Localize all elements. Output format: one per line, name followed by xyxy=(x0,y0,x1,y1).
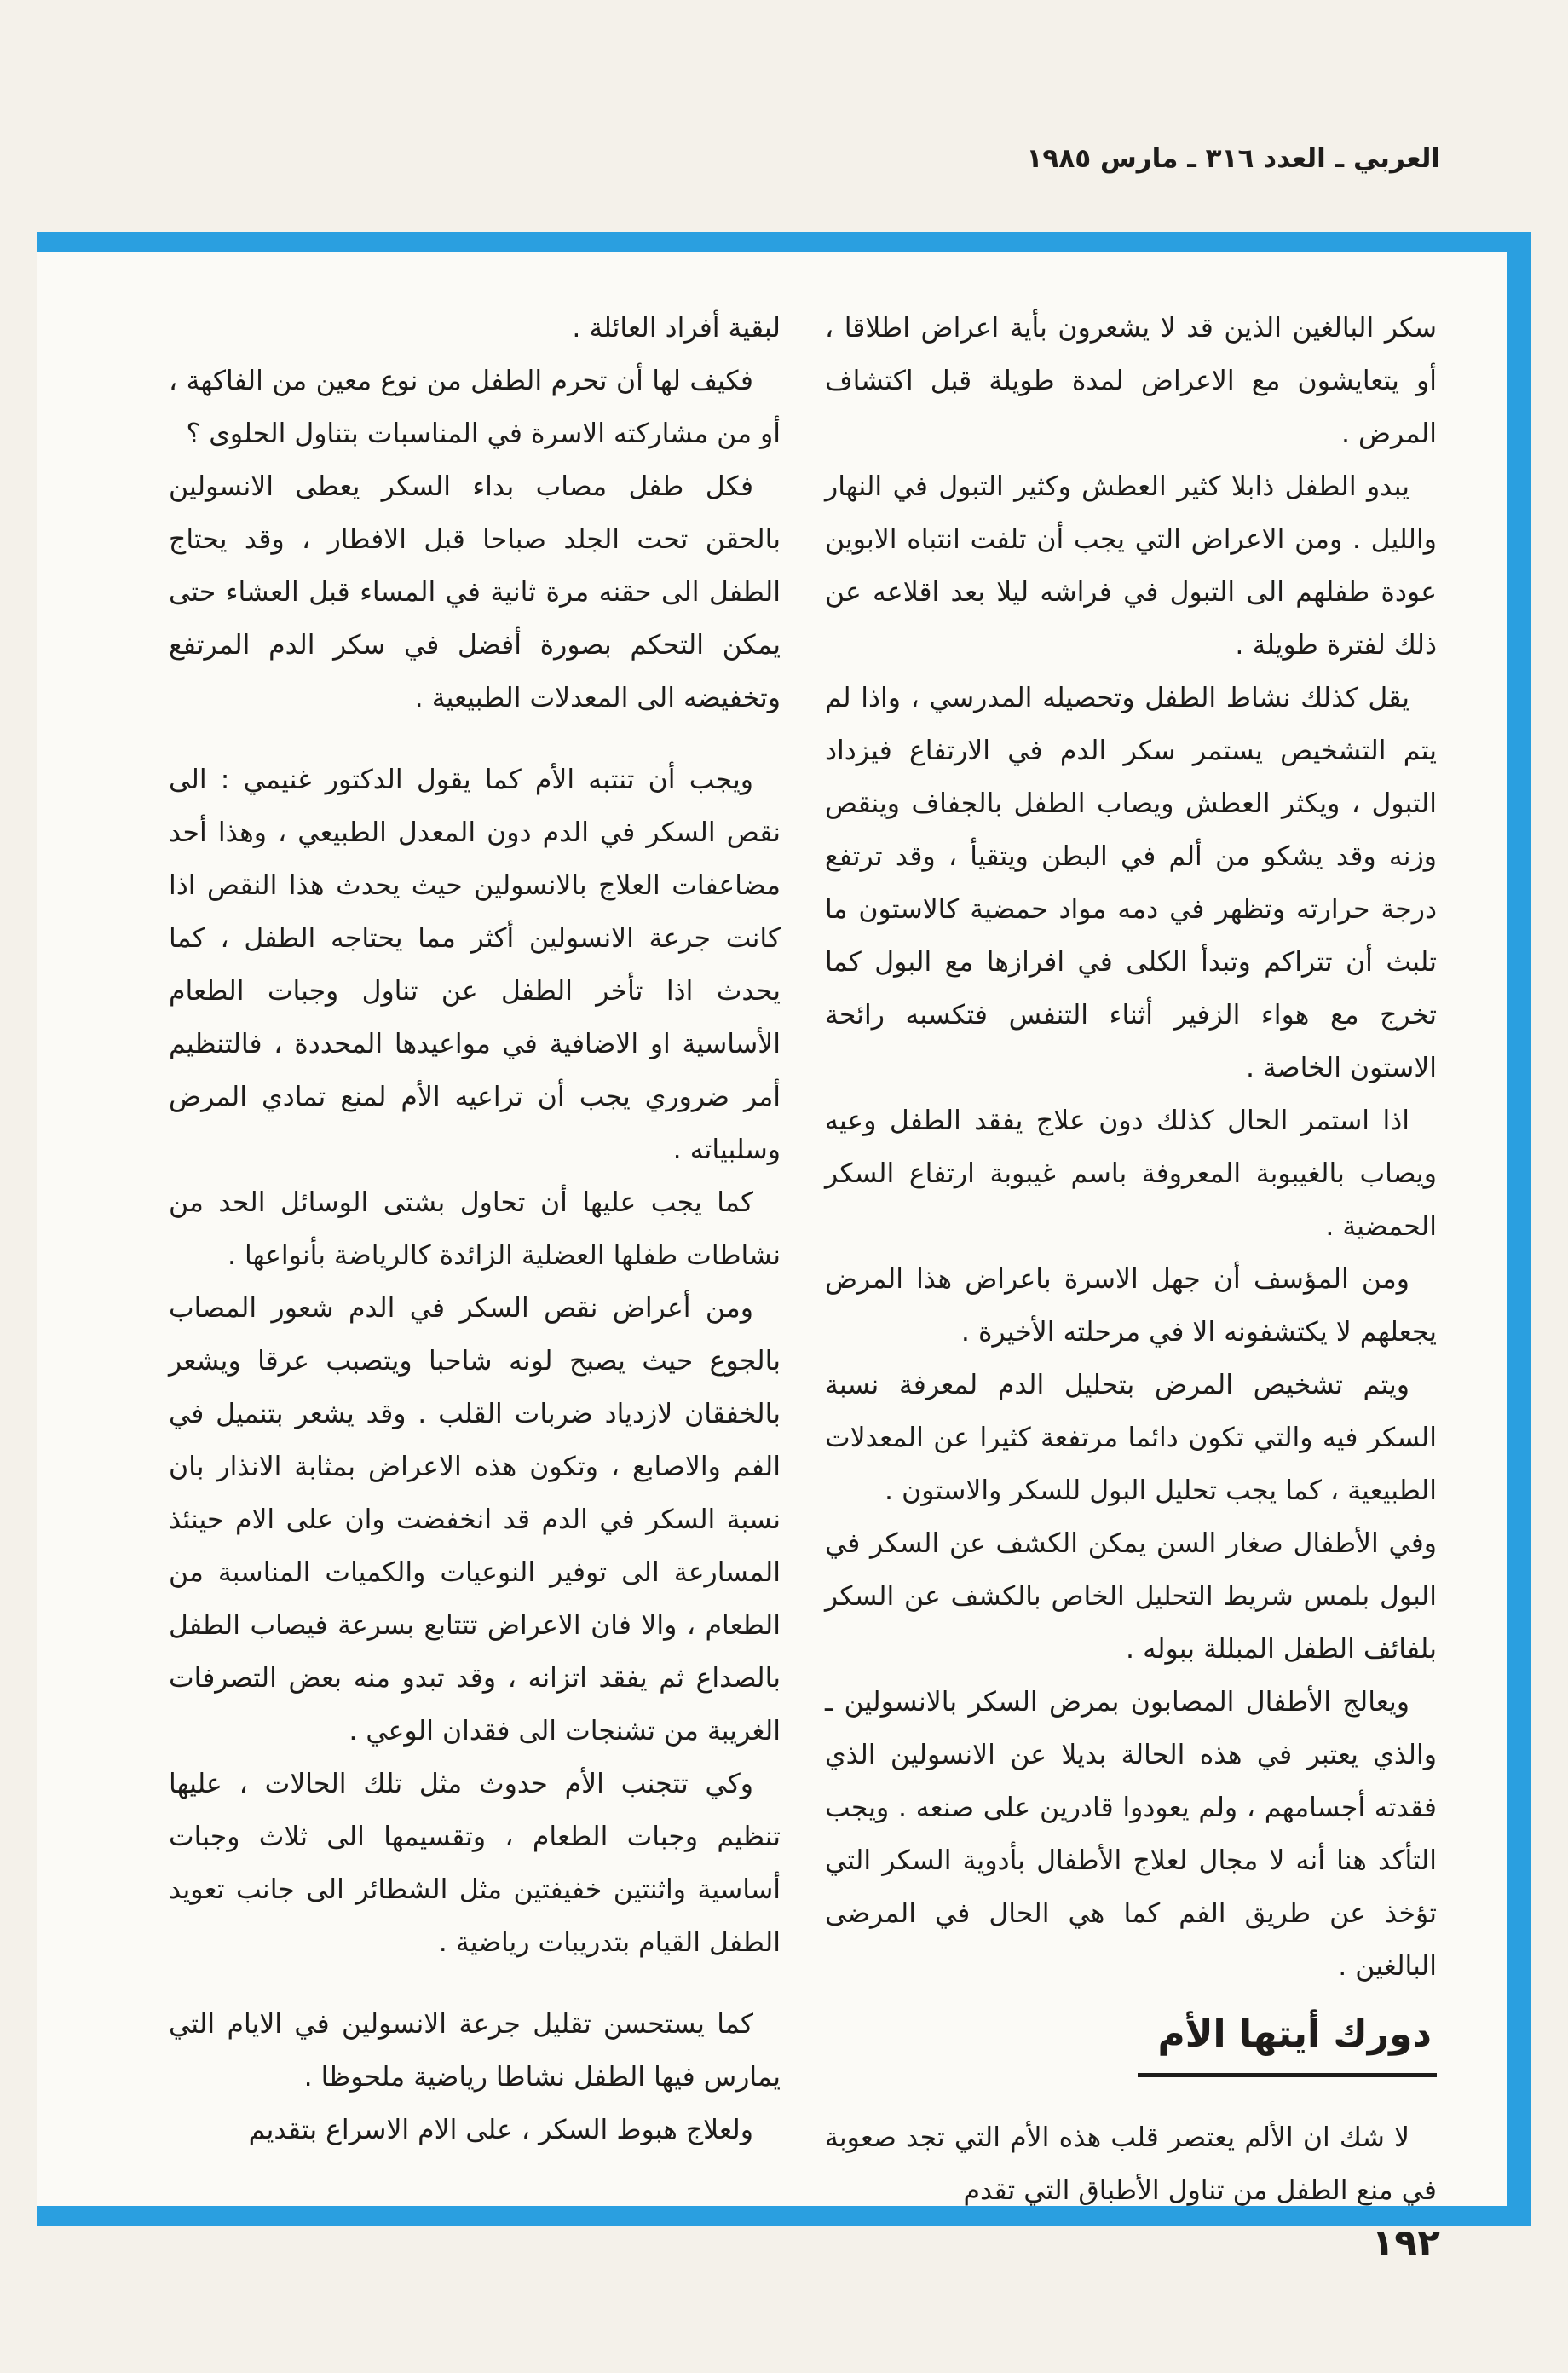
paragraph: لا شك ان الألم يعتصر قلب هذه الأم التي تجد صعوبة في منع الطفل من تناول الأطباق التي تقدم xyxy=(825,2122,1437,2206)
left-column xyxy=(169,302,781,2156)
page-number: ١٩٢ xyxy=(1371,2221,1440,2265)
right-column xyxy=(825,302,1437,2217)
paragraph: سكر البالغين الذين قد لا يشعرون بأية اعراض اطلاقا ، أو يتعايشون مع الاعراض لمدة طويلة قبل اكتشاف المرض . xyxy=(825,313,1437,449)
paragraph: لبقية أفراد العائلة . xyxy=(572,313,781,344)
paragraph: ويجب أن تنتبه الأم كما يقول الدكتور غنيمي : الى نقص السكر في الدم دون المعدل الطبيعي ، وهذا أحد مضاعفات العلاج بالانسولين حيث يحدث هذا النقص اذا كانت جرعة الانسولين أكثر مما يحتاجه الطفل ، كما يحدث اذا تأخر الطفل عن تناول وجبات الطعام الأساسية او الاضافية في مواعيدها المحددة ، فالتنظيم أمر ضروري يجب أن تراعيه الأم لمنع تمادي المرض وسلبياته . xyxy=(169,765,781,1165)
paragraph: ويعالج الأطفال المصابون بمرض السكر بالانسولين ـ والذي يعتبر في هذه الحالة بديلا عن الانسولين الذي فقدته أجسامهم ، ولم يعودوا قادرين على صنعه . ويجب التأكد هنا أنه لا مجال لعلاج الأطفال بأدوية السكر التي تؤخذ عن طريق الفم كما هي الحال في المرضى البالغين . xyxy=(825,1687,1437,1982)
article-frame xyxy=(37,232,1531,2226)
paragraph: اذا استمر الحال كذلك دون علاج يفقد الطفل وعيه ويصاب بالغيبوبة المعروفة باسم غيبوبة ارتفاع السكر الحمضية . xyxy=(825,1106,1437,1242)
paragraph: وكي تتجنب الأم حدوث مثل تلك الحالات ، عليها تنظيم وجبات الطعام ، وتقسيمها الى ثلاث وجبات أساسية واثنتين خفيفتين مثل الشطائر الى جانب تعويد الطفل القيام بتدريبات رياضية . xyxy=(169,1769,781,1958)
paragraph: ولعلاج هبوط السكر ، على الام الاسراع بتقديم xyxy=(248,2115,753,2145)
section-heading-wrapper xyxy=(825,2001,1437,2077)
paragraph: وفي الأطفال صغار السن يمكن الكشف عن السكر في البول بلمس شريط التحليل الخاص بالكشف عن السكر بلفائف الطفل المبللة ببوله . xyxy=(825,1528,1437,1665)
paragraph: كما يجب عليها أن تحاول بشتى الوسائل الحد من نشاطات طفلها العضلية الزائدة كالرياضة بأنواعها . xyxy=(169,1187,781,1271)
paragraph: فكل طفل مصاب بداء السكر يعطى الانسولين بالحقن تحت الجلد صباحا قبل الافطار ، وقد يحتاج الطفل الى حقنه مرة ثانية في المساء قبل العشاء حتى يمكن التحكم بصورة أفضل في سكر الدم المرتفع وتخفيضه الى المعدلات الطبيعية . xyxy=(169,471,781,713)
paragraph: يبدو الطفل ذابلا كثير العطش وكثير التبول في النهار والليل . ومن الاعراض التي يجب أن تلفت انتباه الابوين عودة طفلهم الى التبول في فراشه ليلا بعد اقلاعه عن ذلك لفترة طويلة . xyxy=(825,471,1437,661)
running-header: العربي ـ العدد ٣١٦ ـ مارس ١٩٨٥ xyxy=(1026,143,1440,174)
paragraph: ومن المؤسف أن جهل الاسرة باعراض هذا المرض يجعلهم لا يكتشفونه الا في مرحلته الأخيرة . xyxy=(825,1264,1437,1348)
paragraph: ويتم تشخيص المرض بتحليل الدم لمعرفة نسبة السكر فيه والتي تكون دائما مرتفعة كثيرا عن المعدلات الطبيعية ، كما يجب تحليل البول للسكر والاستون . xyxy=(825,1370,1437,1506)
paragraph: يقل كذلك نشاط الطفل وتحصيله المدرسي ، واذا لم يتم التشخيص يستمر سكر الدم في الارتفاع فيزداد التبول ، ويكثر العطش ويصاب الطفل بالجفاف وينقص وزنه وقد يشكو من ألم في البطن ويتقيأ ، وقد ترتفع درجة حرارته وتظهر في دمه مواد حمضية كالاستون ما تلبث أن تتراكم وتبدأ الكلى في افرازها مع البول كما تخرج مع هواء الزفير أثناء التنفس فتكسبه رائحة الاستون الخاصة . xyxy=(825,683,1437,1083)
paragraph: فكيف لها أن تحرم الطفل من نوع معين من الفاكهة ، أو من مشاركته الاسرة في المناسبات بتناول الحلوى ؟ xyxy=(169,366,781,449)
paragraph: كما يستحسن تقليل جرعة الانسولين في الايام التي يمارس فيها الطفل نشاطا رياضية ملحوظا . xyxy=(169,2009,781,2093)
paragraph: ومن أعراض نقص السكر في الدم شعور المصاب بالجوع حيث يصبح لونه شاحبا ويتصبب عرقا ويشعر بالخفقان لازدياد ضربات القلب . وقد يشعر بتنميل في الفم والاصابع ، وتكون هذه الاعراض بمثابة الانذار بان نسبة السكر في الدم قد انخفضت وان على الام حينئذ المسارعة الى توفير النوعيات والكميات المناسبة من الطعام ، والا فان الاعراض تتتابع بسرعة فيصاب الطفل بالصداع ثم يفقد اتزانه ، وقد تبدو منه بعض التصرفات الغريبة من تشنجات الى فقدان الوعي . xyxy=(169,1293,781,1747)
section-heading: دورك أيتها الأم xyxy=(1138,2001,1437,2077)
